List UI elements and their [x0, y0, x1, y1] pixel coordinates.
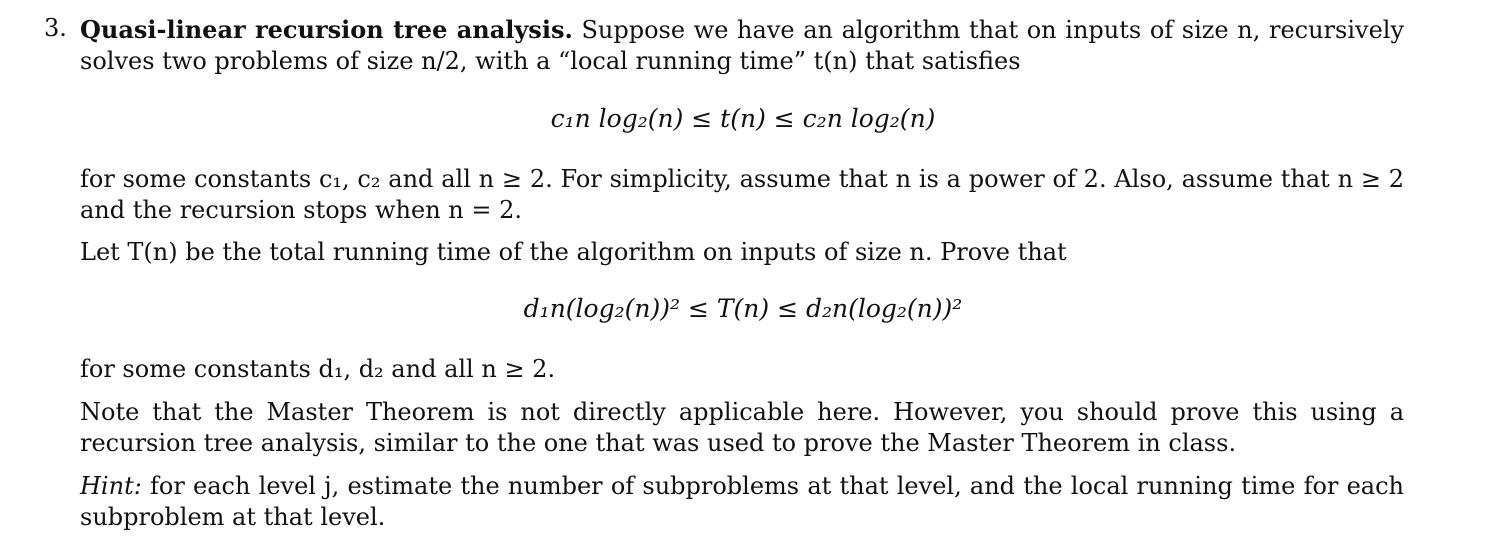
d-constants-condition: for some constants d₁, d₂ and all n ≥ 2. [80, 355, 556, 383]
hint-label: Hint: [80, 472, 142, 500]
master-theorem-note: Note that the Master Theorem is not directly applicable here. However, you should prove this using a recursion tree analysis, similar to the one that was used to prove the Master Theorem in class. [80, 398, 1404, 457]
problem-statement-intro [80, 14, 1404, 77]
local-time-inequality: c₁n log₂(n) ≤ t(n) ≤ c₂n log₂(n) [550, 104, 936, 133]
problem-number: 3. [44, 14, 67, 42]
hint-text: for each level j, estimate the number of subproblems at that level, and the local running time for each subproblem at that level. [80, 472, 1404, 531]
constants-condition-paragraph: for some constants c₁, c₂ and all n ≥ 2. For simplicity, assume that n is a power of 2. Also, assume that n ≥ 2 and the recursion stops when n = 2. [80, 165, 1404, 224]
problem-intro-text: Suppose we have an algorithm that on inputs of size n, recursively solves two problems of size n/2, with a “local running time” t(n) that satisfies [80, 16, 1405, 75]
total-time-inequality: d₁n(log₂(n))² ≤ T(n) ≤ d₂n(log₂(n))² [523, 294, 963, 323]
hint-paragraph [80, 471, 1404, 533]
problem-title: Quasi-linear recursion tree analysis. [80, 15, 573, 44]
prove-statement: Let T(n) be the total running time of the algorithm on inputs of size n. Prove that [80, 238, 1067, 266]
